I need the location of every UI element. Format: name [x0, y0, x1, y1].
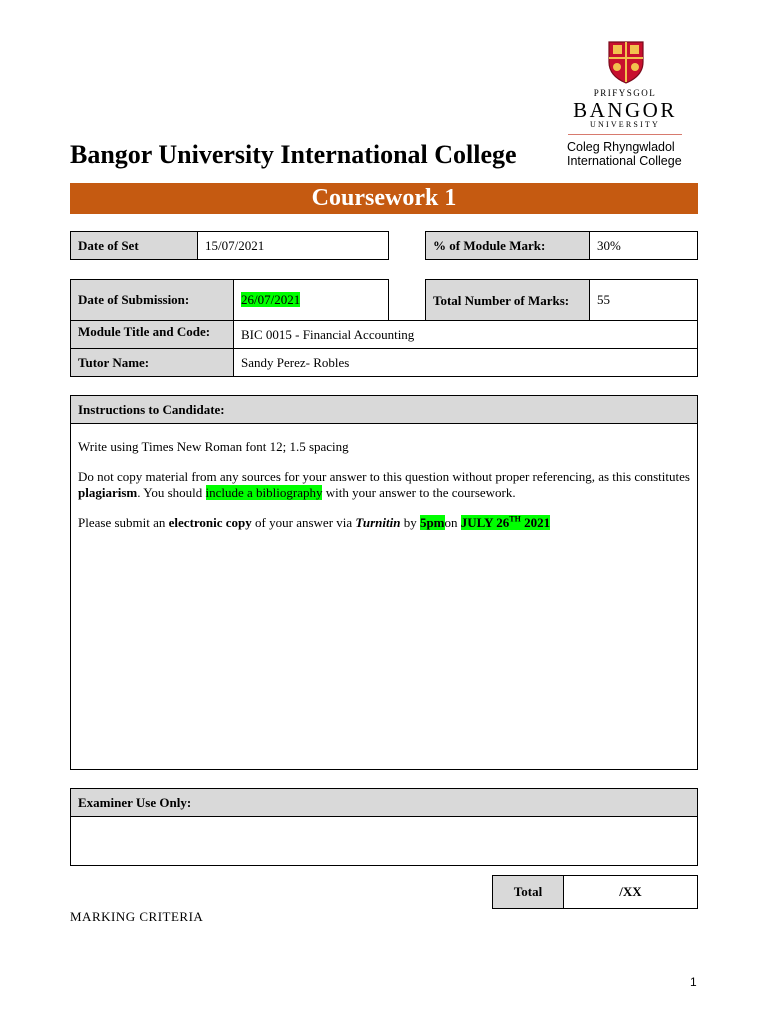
page-number: 1	[690, 975, 697, 989]
module-mark-table	[425, 231, 698, 260]
instructions-p3-text-c: by	[400, 515, 420, 530]
bibliography-highlight: include a bibliography	[205, 485, 323, 500]
instructions-paragraph3	[78, 515, 690, 531]
instructions-heading: Instructions to Candidate:	[71, 396, 697, 424]
total-label: Total	[493, 876, 564, 909]
total-marks-table	[425, 279, 698, 321]
coursework-banner: Coursework 1	[70, 183, 698, 214]
instructions-p2-text-c: with your answer to the coursework.	[322, 485, 516, 500]
logo-bangor-text: BANGOR	[573, 98, 677, 122]
date-of-set-label: Date of Set	[71, 232, 198, 260]
date-of-set-table	[70, 231, 389, 260]
logo-coleg-text	[567, 140, 692, 168]
deadline-date-suffix: TH	[509, 514, 521, 524]
marking-criteria-heading: MARKING CRITERIA	[70, 909, 204, 924]
total-marks-value: 55	[590, 280, 698, 321]
module-title-label: Module Title and Code:	[78, 323, 211, 339]
instructions-p3-text-b: of your answer via	[251, 515, 356, 530]
total-value: /XX	[564, 876, 698, 909]
deadline-time-highlight: 5pm	[419, 515, 445, 530]
module-mark-label: % of Module Mark:	[426, 232, 590, 260]
logo-university-text: UNIVERSITY	[590, 120, 660, 129]
logo-coleg-line2: International College	[567, 154, 682, 168]
logo-divider	[568, 134, 682, 135]
electronic-copy-text: electronic copy	[168, 515, 252, 530]
date-of-submission-label: Date of Submission:	[71, 280, 234, 321]
examiner-heading: Examiner Use Only:	[71, 789, 697, 817]
instructions-p2-text-a: Do not copy material from any sources for your answer to this question without proper referencing, as this constitutes	[78, 469, 690, 484]
module-title-label-cell	[71, 321, 234, 349]
tutor-value: Sandy Perez- Robles	[234, 349, 698, 377]
crest-icon	[607, 40, 645, 84]
deadline-date-year: 2021	[520, 515, 551, 530]
turnitin-text: Turnitin	[355, 515, 401, 530]
instructions-p3-text-on: on	[444, 515, 461, 530]
date-of-submission-value: 26/07/2021	[241, 292, 301, 307]
deadline-date-highlight	[461, 515, 550, 530]
instructions-p2-text-b: . You should	[137, 485, 206, 500]
examiner-box	[70, 788, 698, 866]
page-title: Bangor University International College	[70, 140, 517, 169]
module-mark-value: 30%	[590, 232, 698, 260]
instructions-paragraph2	[78, 469, 690, 501]
date-of-set-value: 15/07/2021	[198, 232, 389, 260]
total-marks-label: Total Number of Marks:	[426, 280, 590, 321]
instructions-line1: Write using Times New Roman font 12; 1.5 spacing	[78, 439, 349, 454]
plagiarism-text: plagiarism	[78, 485, 138, 500]
module-tutor-table	[70, 320, 698, 377]
instructions-p3-text-a: Please submit an	[78, 515, 169, 530]
logo-prifysgol-text: PRIFYSGOL	[593, 88, 657, 98]
tutor-label: Tutor Name:	[71, 349, 234, 377]
instructions-body	[71, 424, 697, 549]
date-of-submission-cell	[234, 280, 389, 321]
logo-coleg-line1: Coleg Rhyngwladol	[567, 140, 675, 154]
total-table	[492, 875, 698, 909]
instructions-box	[70, 395, 698, 770]
date-of-submission-table	[70, 279, 389, 321]
deadline-date-text: JULY 26	[460, 515, 510, 530]
module-title-value: BIC 0015 - Financial Accounting	[234, 321, 698, 349]
